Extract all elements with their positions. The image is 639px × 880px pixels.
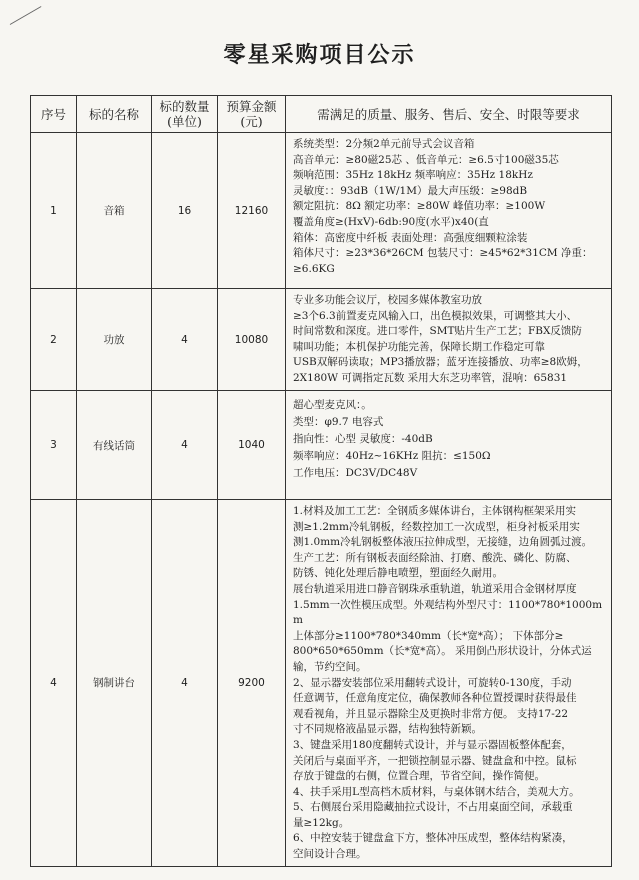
req-line: 专业多功能会议厅，校园多媒体教室功放	[293, 294, 482, 306]
table-row	[31, 289, 612, 391]
header-requirements: 需满足的质量、服务、售后、安全、时限等要求	[286, 96, 612, 133]
req-line: 量≥12kg。	[293, 816, 350, 829]
req-line: 高音单元：≥80磁25芯 、低音单元：≥6.5寸100磁35芯	[293, 153, 559, 166]
cell-requirements	[286, 500, 612, 867]
req-line: 任意调节，任意角度定位，确保教师各种位置授课时获得最佳	[293, 692, 577, 705]
req-line: 寸不同规格液晶显示器，结构独特新颖。	[293, 723, 482, 736]
cell-quantity: 16	[152, 133, 218, 289]
req-line: 类型：φ9.7 电容式	[293, 416, 384, 428]
table-row	[31, 391, 612, 500]
cell-no: 3	[31, 391, 77, 500]
cell-name: 功放	[77, 289, 152, 391]
req-line: 空间设计合理。	[293, 848, 367, 861]
req-line: 3、键盘采用180度翻转式设计，并与显示器固板整体配套，	[293, 738, 572, 751]
req-line: 啸叫功能；本机保护功能完善，保障长期工作稳定可靠	[293, 340, 545, 353]
cell-no: 1	[31, 133, 77, 289]
cell-quantity: 4	[152, 500, 218, 867]
req-line: 800*650*650mm（长*宽*高）。 采用倒凸形状设计，分体式运	[293, 645, 592, 658]
req-line: 输，节约空间。	[293, 660, 367, 673]
req-line: 存放于键盘的右侧，位置合理，节省空间，操作简便。	[293, 770, 545, 783]
cell-budget: 10080	[218, 289, 286, 391]
req-line: 额定阻抗：8Ω 额定功率：≥80W 峰值功率：≥100W	[293, 200, 546, 213]
table-header-row	[31, 96, 612, 133]
req-line: 上体部分≥1100*780*340mm（长*宽*高）； 下体部分≥	[293, 629, 564, 642]
table-row	[31, 500, 612, 867]
req-line: 6、中控安装于键盘盒下方，整体冲压成型，整体结构紧凑，	[293, 832, 573, 845]
procurement-table	[30, 95, 612, 867]
req-line: 灵敏度：：93dB（1W/1M）最大声压级：≥98dB	[293, 184, 528, 197]
cell-name: 有线话筒	[77, 391, 152, 500]
req-line: 系统类型：2分频2单元前导式会议音箱	[293, 138, 475, 150]
req-line: USB双解码读取；MP3播放器；蓝牙连接播放、功率≥8欧姆，	[293, 356, 588, 369]
header-budget: 预算金额 (元)	[218, 96, 286, 133]
pen-mark	[10, 6, 42, 25]
cell-name: 音箱	[77, 133, 152, 289]
header-quantity: 标的数量 (单位)	[152, 96, 218, 133]
page-title: 零星采购项目公示	[223, 42, 416, 68]
cell-no: 4	[31, 500, 77, 867]
cell-budget: 1040	[218, 391, 286, 500]
req-line: 生产工艺：所有钢板表面经除油、打磨、酸洗、磷化、防腐、	[293, 551, 577, 564]
req-line: 2、显示器安装部位采用翻转式设计，可旋转0-130度，手动	[293, 676, 572, 689]
req-line: 箱体尺寸：≥23*36*26CM 包装尺寸：≥45*62*31CM 净重：	[293, 247, 593, 260]
req-line: 测1.0mm冷轧钢板整体液压拉伸成型，无接缝，边角圆弧过渡。	[293, 536, 593, 549]
req-line: 防锈、钝化处理后静电喷塑，塑面经久耐用。	[293, 567, 503, 580]
req-line: 关闭后与桌面平齐，一把锁控制显示器、键盘盒和中控。鼠标	[293, 754, 577, 767]
req-line: 观看视角，并且显示器除尘及更换时非常方便。 支持17-22	[293, 707, 569, 720]
req-line: ≥6.6KG	[293, 262, 335, 275]
req-line: 超心型麦克风：。	[293, 399, 372, 411]
req-line: ≥3个6.3前置麦克风输入口，出色模拟效果，可调整其大小、	[293, 309, 578, 322]
req-line: 4、扶手采用L型高档木质材料，与桌体钢木结合，美观大方。	[293, 785, 580, 798]
cell-quantity: 4	[152, 289, 218, 391]
req-line: 2X180W 可调指定瓦数 采用大东芝功率管，混响：65831	[293, 371, 568, 384]
req-line: 时间常数和深度。进口零件，SMT贴片生产工艺；FBX反馈防	[293, 325, 582, 338]
req-line: 覆盖角度≥(HxV)-6db:90度(水平)x40(直	[293, 215, 489, 228]
req-line: 频响范围：35Hz 18kHz 频率响应：35Hz 18kHz	[293, 169, 533, 182]
cell-requirements	[286, 289, 612, 391]
cell-quantity: 4	[152, 391, 218, 500]
cell-requirements	[286, 133, 612, 289]
cell-requirements	[286, 391, 612, 500]
req-line: 测≥1.2mm冷轧钢板，经数控加工一次成型，柜身衬板采用实	[293, 520, 580, 533]
header-no: 序号	[31, 96, 77, 133]
cell-no: 2	[31, 289, 77, 391]
req-line: 工作电压：DC3V/DC48V	[293, 467, 418, 479]
cell-budget: 9200	[218, 500, 286, 867]
req-line: 展台轨道采用进口静音钢珠承重轨道，轨道采用合金钢材厚度	[293, 582, 577, 595]
table-row	[31, 133, 612, 289]
req-line: 5、右侧展台采用隐藏抽拉式设计，不占用桌面空间，承载重	[293, 801, 573, 814]
req-line: 指向性：心型 灵敏度：-40dB	[293, 433, 433, 445]
req-line: 箱体：高密度中纤板 表面处理：高强度细颗粒涂装	[293, 231, 528, 244]
req-line: 频率响应：40Hz~16KHz 阻抗：≤150Ω	[293, 450, 491, 462]
req-line: 1.5mm一次性模压成型。外观结构外型尺寸：1100*780*1000mm	[293, 598, 603, 627]
cell-name: 钢制讲台	[77, 500, 152, 867]
req-line: 1.材料及加工工艺：全钢质多媒体讲台，主体钢构框架采用实	[293, 505, 577, 517]
cell-budget: 12160	[218, 133, 286, 289]
header-name: 标的名称	[77, 96, 152, 133]
